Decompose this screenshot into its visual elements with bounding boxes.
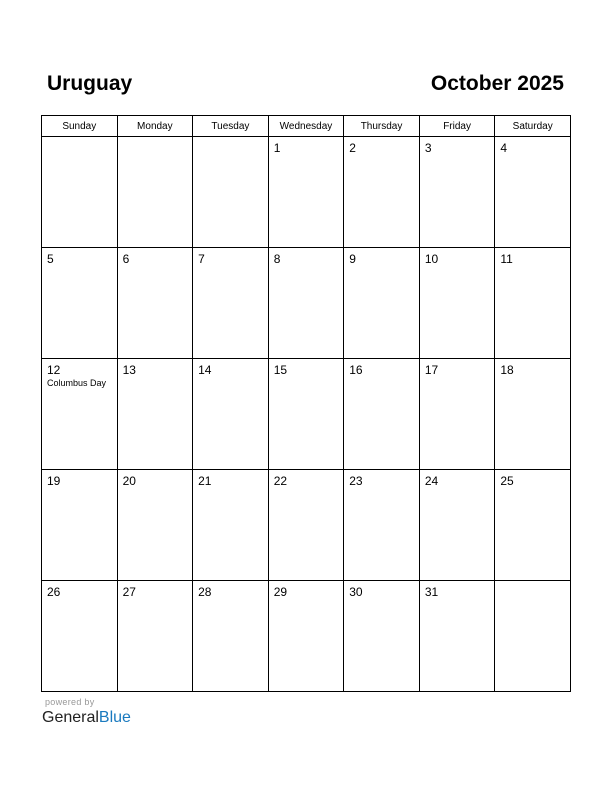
brand-general-text: General [42, 709, 99, 726]
day-cell [419, 248, 495, 359]
weekday-monday: Monday [117, 116, 193, 137]
day-number: 18 [500, 363, 514, 377]
day-cell [268, 470, 344, 581]
day-cell [193, 248, 269, 359]
day-number: 10 [424, 252, 439, 266]
day-number: 23 [349, 474, 363, 488]
day-number: 4 [500, 141, 508, 155]
day-cell [419, 359, 495, 470]
day-number: 27 [122, 585, 136, 599]
day-cell [495, 581, 571, 692]
day-number: 7 [198, 252, 205, 266]
week-row-4 [42, 470, 571, 581]
day-cell [42, 581, 118, 692]
day-number: 21 [198, 474, 212, 488]
day-cell [42, 137, 118, 248]
country-title: Uruguay [47, 72, 133, 95]
day-cell [42, 359, 118, 470]
day-number: 19 [47, 474, 61, 488]
calendar-grid [41, 115, 571, 692]
day-cell [419, 470, 495, 581]
day-number [42, 137, 117, 141]
day-cell [117, 137, 193, 248]
day-number: 25 [500, 474, 514, 488]
day-number: 11 [500, 252, 513, 266]
day-number: 14 [198, 363, 212, 377]
day-number: 20 [122, 474, 136, 488]
month-year-title: October 2025 [430, 72, 564, 95]
day-cell [344, 470, 420, 581]
day-cell [117, 581, 193, 692]
weekday-saturday: Saturday [495, 116, 571, 137]
day-cell [193, 137, 269, 248]
day-number: 24 [424, 474, 439, 488]
footer-branding [42, 697, 131, 728]
day-cell [344, 248, 420, 359]
day-number: 29 [273, 585, 288, 599]
day-cell [42, 470, 118, 581]
holiday-label: Columbus Day [47, 378, 107, 388]
day-number: 12 [47, 363, 61, 377]
day-cell [42, 248, 118, 359]
day-cell [344, 137, 420, 248]
day-number: 26 [47, 585, 61, 599]
day-cell [193, 581, 269, 692]
day-cell [419, 581, 495, 692]
weekday-friday: Friday [419, 116, 495, 137]
day-number: 17 [424, 363, 439, 377]
day-number: 31 [424, 585, 439, 599]
day-number: 9 [349, 252, 356, 266]
generalblue-logo [42, 708, 131, 728]
day-cell [117, 359, 193, 470]
day-cell [495, 470, 571, 581]
day-cell [495, 248, 571, 359]
day-number: 6 [122, 252, 130, 266]
day-cell [344, 359, 420, 470]
day-number: 2 [349, 141, 356, 155]
week-row-5 [42, 581, 571, 692]
day-cell [193, 470, 269, 581]
day-number: 30 [349, 585, 363, 599]
day-cell [193, 359, 269, 470]
powered-by-label: powered by [45, 697, 95, 707]
day-number: 22 [273, 474, 288, 488]
day-cell [117, 470, 193, 581]
day-number [495, 581, 570, 585]
day-cell [344, 581, 420, 692]
day-number: 15 [273, 363, 288, 377]
day-number: 1 [273, 141, 281, 155]
week-row-1 [42, 137, 571, 248]
day-cell [268, 581, 344, 692]
weekday-sunday: Sunday [42, 116, 118, 137]
week-row-2 [42, 248, 571, 359]
day-number: 28 [198, 585, 212, 599]
day-number: 13 [122, 363, 136, 377]
weekday-header-row [42, 116, 571, 137]
day-number: 8 [273, 252, 281, 266]
day-cell [117, 248, 193, 359]
weekday-thursday: Thursday [344, 116, 420, 137]
day-number [193, 137, 268, 141]
day-cell [419, 137, 495, 248]
week-row-3 [42, 359, 571, 470]
day-number: 3 [424, 141, 432, 155]
brand-blue-text: Blue [98, 709, 131, 726]
weekday-tuesday: Tuesday [193, 116, 269, 137]
weekday-wednesday: Wednesday [268, 116, 344, 137]
day-cell [268, 359, 344, 470]
day-number: 16 [349, 363, 363, 377]
day-cell [268, 137, 344, 248]
day-cell [495, 137, 571, 248]
day-number [118, 137, 193, 141]
day-cell [495, 359, 571, 470]
day-cell [268, 248, 344, 359]
day-number: 5 [47, 252, 54, 266]
